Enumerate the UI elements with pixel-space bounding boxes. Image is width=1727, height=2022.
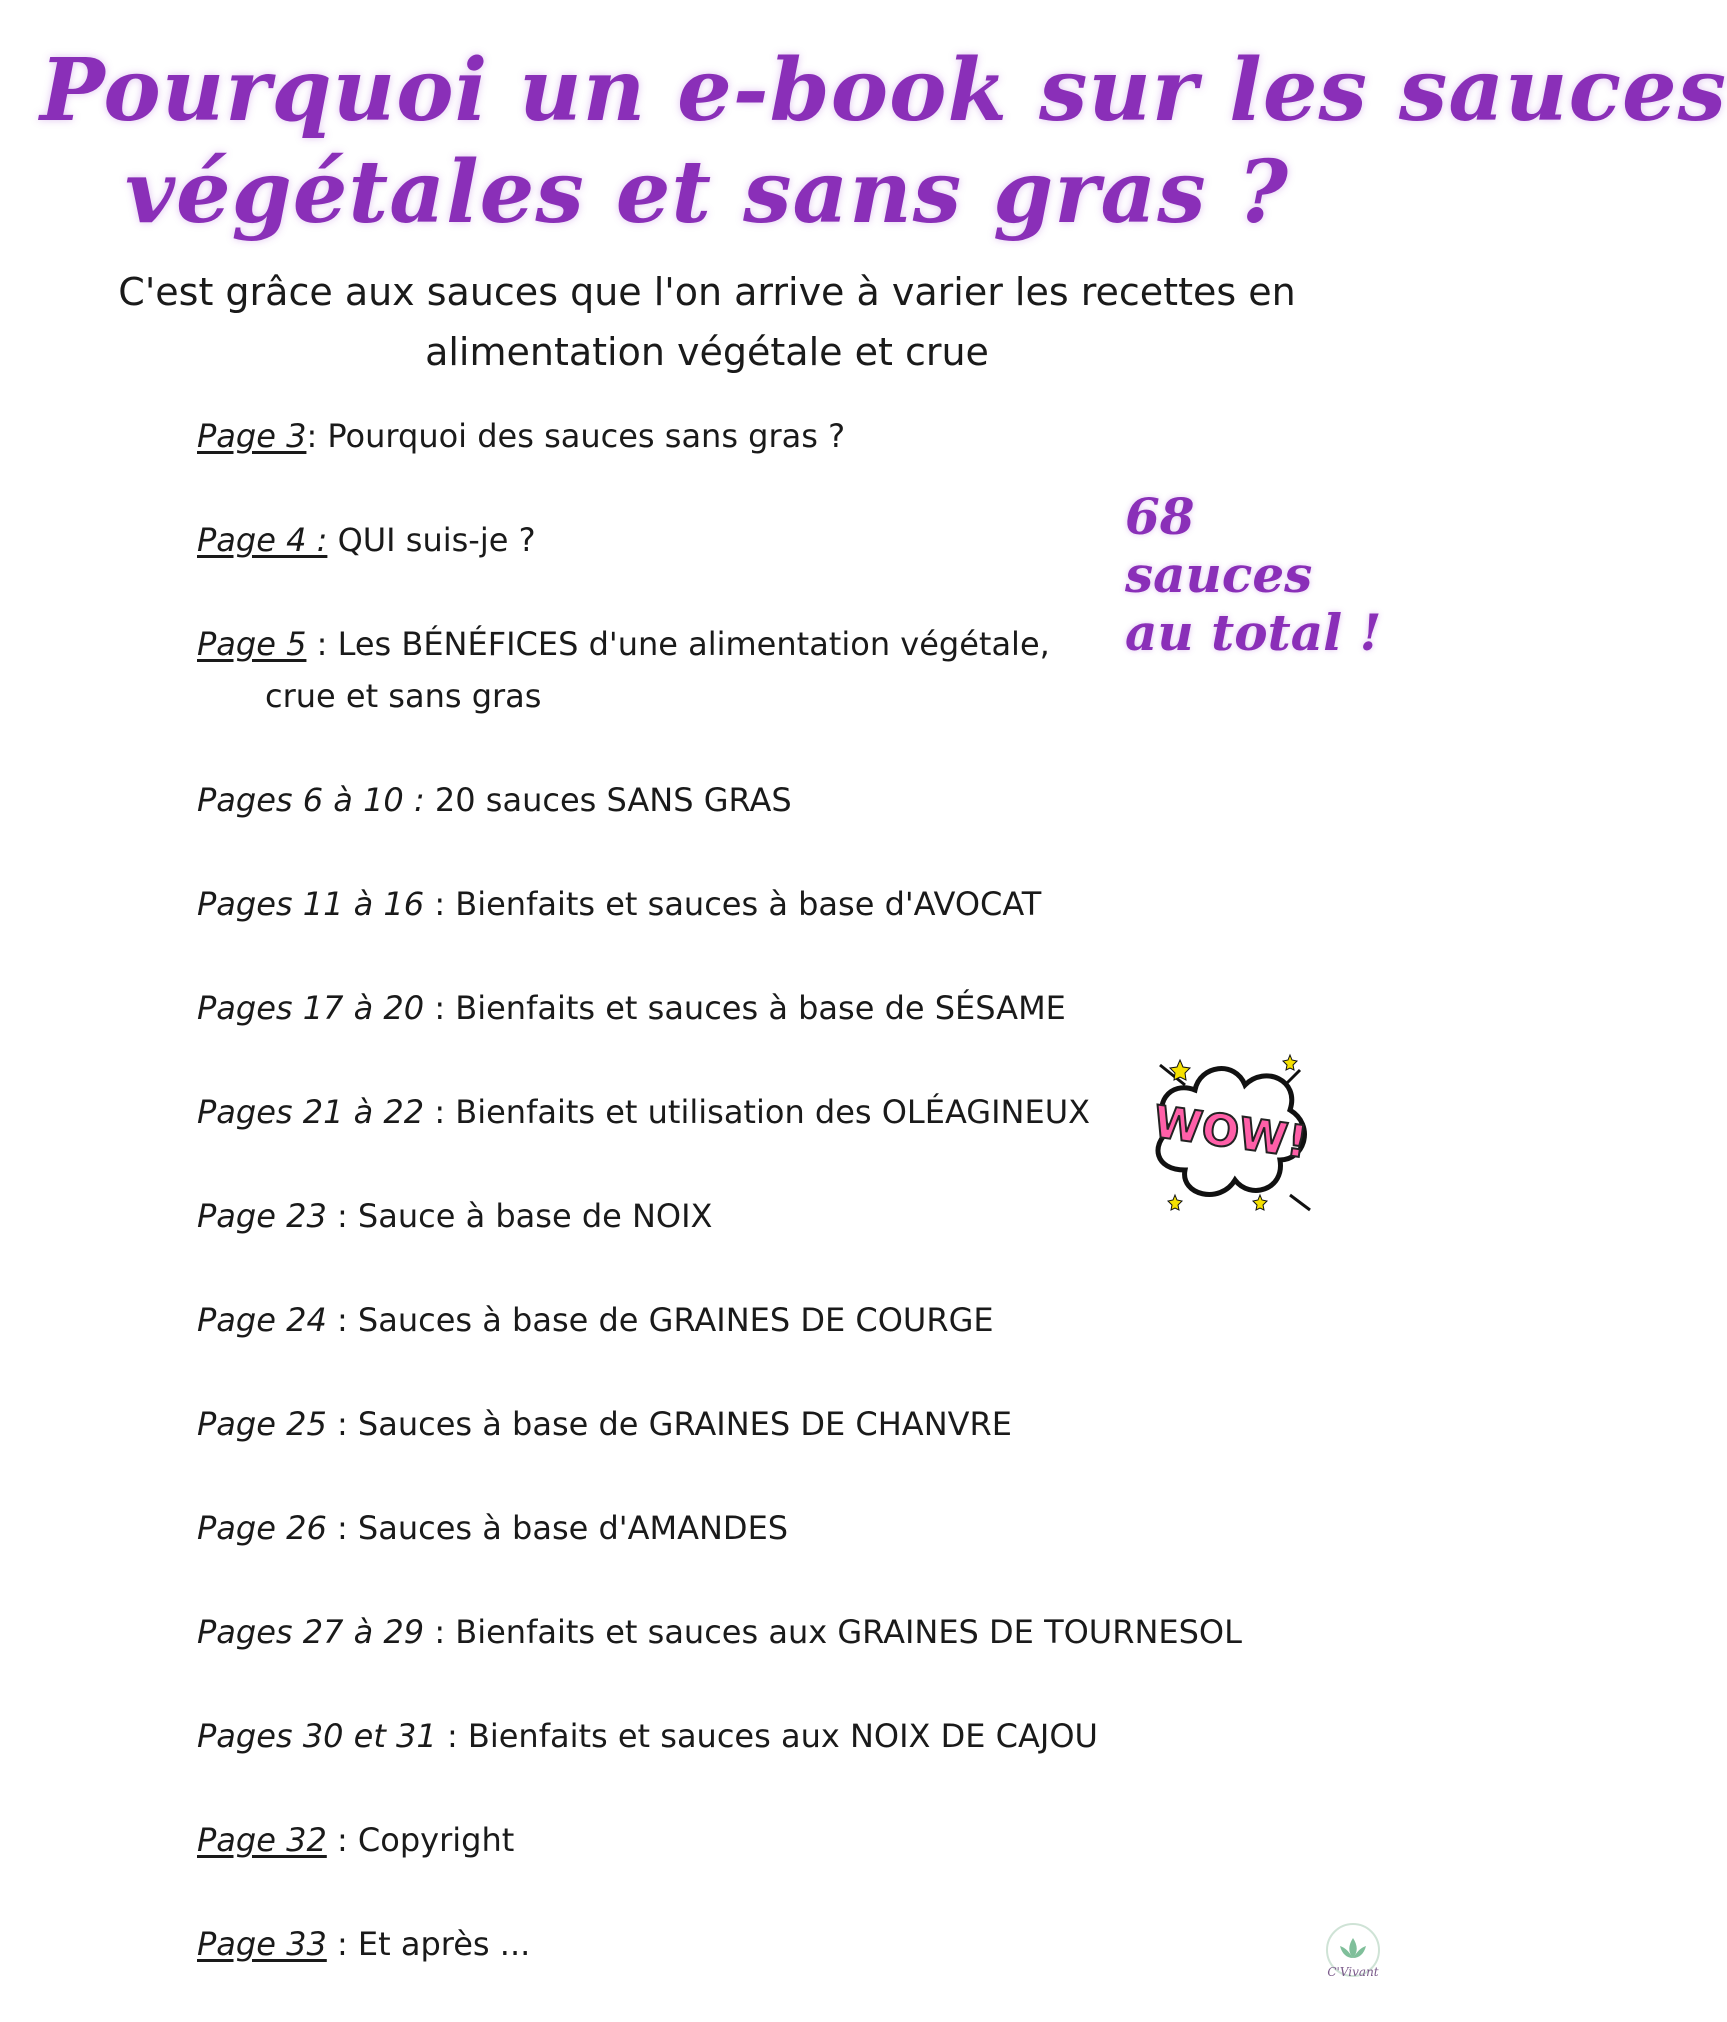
badge-line-2: au total ! [1125,603,1382,662]
toc-item [197,878,1327,982]
toc-item [197,774,1327,878]
toc-item-text: : Bienfaits et sauces aux GRAINES DE TOURNESOL [424,1613,1242,1651]
toc-item-text: : Bienfaits et sauces à base de SÉSAME [424,989,1066,1027]
toc-page-ref: Pages 21 à 22 [197,1093,425,1131]
page-title-line-2: végétales et sans gras ? [124,142,1290,243]
toc-page-ref: Page 33 [197,1925,327,1963]
toc-item-text: 20 sauces SANS GRAS [424,781,792,819]
badge-line-1: 68 sauces [1125,487,1313,604]
toc-page-ref: Page 26 [197,1509,327,1547]
toc-page-ref: Page 5 [197,625,307,663]
toc-page-ref: Pages 30 et 31 [197,1717,437,1755]
toc-item [197,1294,1327,1398]
toc-page-ref: Pages 27 à 29 [197,1613,425,1651]
toc-item-text: : Copyright [326,1821,515,1859]
toc-item [197,1398,1327,1502]
subtitle-line-2: alimentation végétale et crue [425,330,989,374]
subtitle-line-1: C'est grâce aux sauces que l'on arrive à varier les recettes en [118,270,1296,314]
toc-item-text: : Bienfaits et sauces à base d'AVOCAT [424,885,1042,923]
toc-item-text: : Sauce à base de NOIX [326,1197,713,1235]
toc-item-text: : Et après ... [326,1925,531,1963]
toc-item [197,1710,1327,1814]
toc-page-ref: Page 32 [197,1821,327,1859]
toc-page-ref: Page 3 [197,417,307,455]
toc-item-text: QUI suis-je ? [327,521,536,559]
toc-page-ref: Page 25 [197,1405,327,1443]
toc-item [197,1918,1327,2022]
lotus-logo-icon [1320,1920,1386,1990]
toc-item-text: : Bienfaits et utilisation des OLÉAGINEUX [424,1093,1091,1131]
toc-page-ref: Pages 6 à 10 : [197,781,425,819]
toc-item-text: : Pourquoi des sauces sans gras ? [306,417,846,455]
toc-page-ref: Page 4 : [197,521,328,559]
toc-item-text: : Bienfaits et sauces aux NOIX DE CAJOU [436,1717,1098,1755]
wow-sticker-icon [1140,1045,1320,1215]
toc-page-ref: Page 23 [197,1197,327,1235]
toc-item [197,1606,1327,1710]
toc-page-ref: Page 24 [197,1301,327,1339]
toc-item [197,1502,1327,1606]
sauce-count-badge [1125,488,1385,662]
toc-item-text-continued: crue et sans gras [265,677,542,715]
toc-item-text: : Sauces à base d'AMANDES [326,1509,789,1547]
subtitle [60,262,1354,382]
toc-item [197,1814,1327,1918]
toc-item-text: : Les BÉNÉFICES d'une alimentation végétale, [306,625,1050,663]
page-title-line-1: Pourquoi un e-book sur les sauces [40,40,1727,141]
toc-item-text: : Sauces à base de GRAINES DE COURGE [326,1301,994,1339]
toc-page-ref: Pages 11 à 16 [197,885,425,923]
logo-text: C'Vivant [1327,1965,1379,1979]
wow-text: WOW! [1150,1096,1311,1169]
toc-item-text: : Sauces à base de GRAINES DE CHANVRE [326,1405,1012,1443]
toc-page-ref: Pages 17 à 20 [197,989,425,1027]
